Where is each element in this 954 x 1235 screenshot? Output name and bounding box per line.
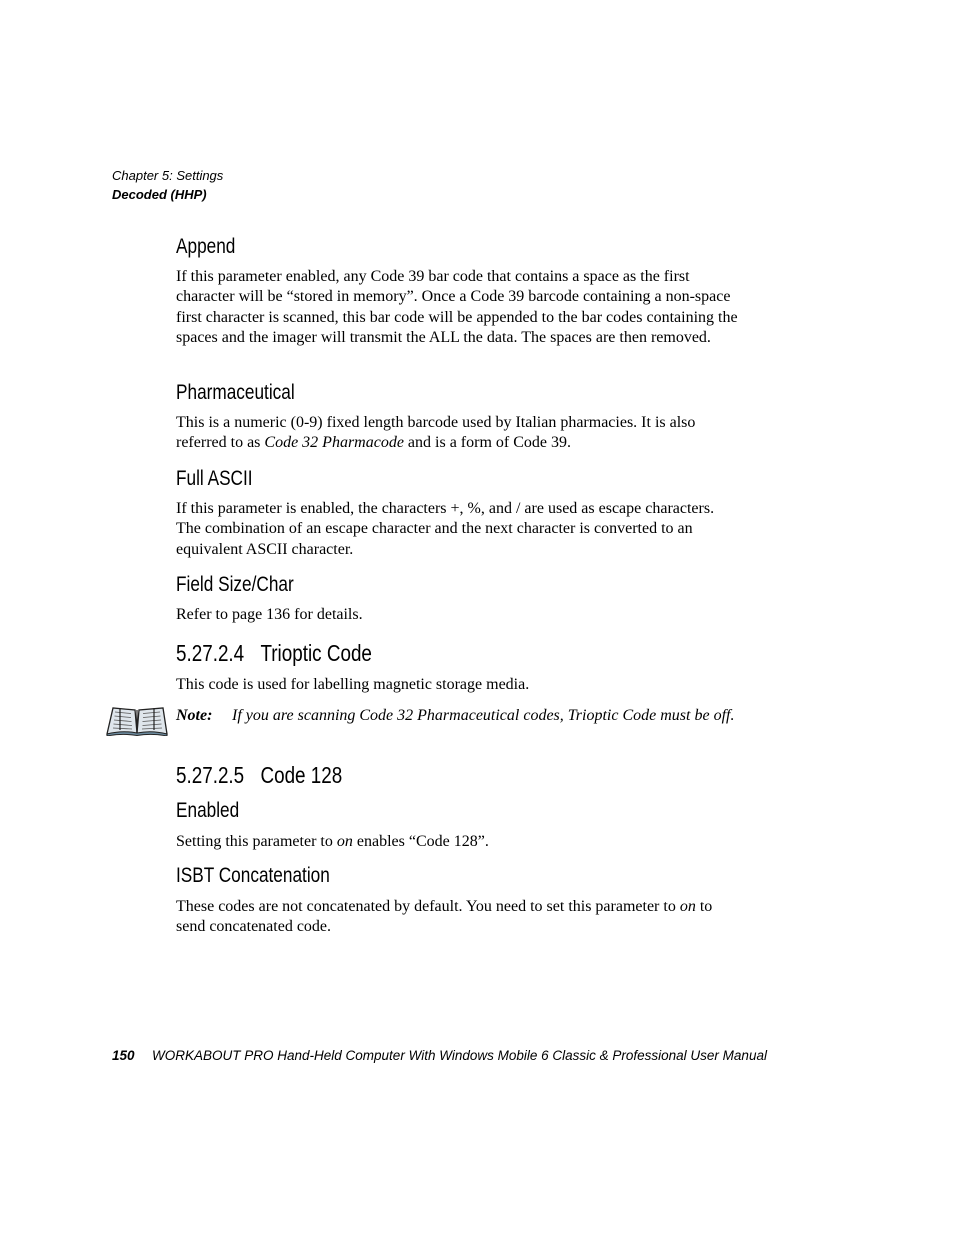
append-paragraph: If this parameter enabled, any Code 39 bar code that contains a space as the first character will be “stored in memory”. Once a Code 39 barcode containing a non-space first character is scanned, this bar code will be appended to the bar codes containing the spaces and the imager will transmit the ALL the data. The spaces are then removed. (176, 268, 738, 346)
trioptic-paragraph: This code is used for labelling magnetic storage media. (176, 676, 530, 693)
full-ascii-heading: Full ASCII (176, 467, 253, 490)
enabled-heading: Enabled (176, 799, 240, 822)
isbt-paragraph: These codes are not concatenated by default. You need to set this parameter to on to send concatenated code. (176, 898, 713, 936)
field-size-heading: Field Size/Char (176, 573, 294, 596)
section-number: 5.27.2.4 (176, 640, 245, 666)
append-heading: Append (176, 235, 236, 258)
note-text: If you are scanning Code 32 Pharmaceutical codes, Trioptic Code must be off. (232, 707, 735, 724)
section-title: Code 128 (260, 762, 343, 788)
on-term: on (336, 833, 353, 850)
code128-section-heading (176, 762, 342, 788)
manual-title: WORKABOUT PRO Hand-Held Computer With Windows Mobile 6 Classic & Professional User Manual (152, 1048, 767, 1063)
field-size-paragraph: Refer to page 136 for details. (176, 606, 363, 623)
full-ascii-paragraph: If this parameter is enabled, the characters +, %, and / are used as escape characters. The combination of an escape character and the next character is converted to an equivalent ASCII character. (176, 500, 715, 558)
chapter-label: Chapter 5: Settings (112, 168, 224, 183)
pharmaceutical-paragraph: This is a numeric (0-9) fixed length barcode used by Italian pharmacies. It is also referred to as Code 32 Pharmacode and is a form of Code 39. (176, 414, 696, 452)
open-book-icon (104, 704, 170, 736)
section-label: Decoded (HHP) (112, 187, 207, 202)
section-number: 5.27.2.5 (176, 762, 245, 788)
trioptic-section-heading (176, 640, 372, 666)
isbt-heading: ISBT Concatenation (176, 864, 330, 887)
pharmaceutical-heading: Pharmaceutical (176, 381, 295, 404)
note-label: Note: (176, 707, 213, 724)
section-title: Trioptic Code (260, 640, 372, 666)
on-term: on (679, 898, 696, 915)
enabled-paragraph: Setting this parameter to on enables “Code 128”. (176, 833, 489, 850)
page-footer (112, 1047, 767, 1065)
page-number: 150 (112, 1048, 135, 1063)
code32-term: Code 32 Pharmacode (264, 434, 404, 452)
